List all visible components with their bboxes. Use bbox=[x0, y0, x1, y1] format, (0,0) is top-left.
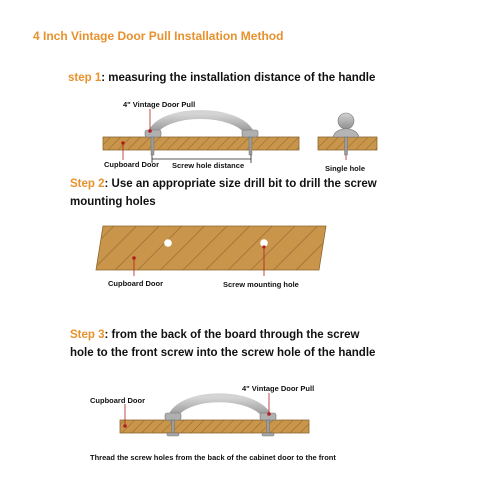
step1-pull-label: 4" Vintage Door Pull bbox=[123, 100, 196, 109]
step3-pull-label: 4" Vintage Door Pull bbox=[242, 384, 315, 393]
single-hole-knob bbox=[333, 113, 359, 160]
step1-number: step 1 bbox=[68, 72, 102, 84]
step2-heading-line2: mounting holes bbox=[70, 196, 156, 208]
step3-board bbox=[120, 420, 309, 433]
step1-distance-label: Screw hole distance bbox=[172, 161, 245, 170]
step3-text-line1: : from the back of the board through the screw bbox=[104, 329, 360, 341]
step1-door-leader bbox=[121, 141, 125, 160]
step2-text-line1: : Use an appropriate size drill bit to drill the screw bbox=[104, 178, 377, 190]
step2-hole-label: Screw mounting hole bbox=[223, 280, 299, 289]
step1-text: : measuring the installation distance of the handle bbox=[101, 72, 376, 84]
page-title: 4 Inch Vintage Door Pull Installation Method bbox=[33, 29, 284, 43]
step3-heading-line2: hole to the front screw into the screw hole of the handle bbox=[70, 347, 376, 359]
step2-board bbox=[96, 226, 326, 270]
step3-caption: Thread the screw holes from the back of the cabinet door to the front bbox=[90, 453, 336, 462]
step1-door-label: Cupboard Door bbox=[104, 160, 159, 169]
step2-number: Step 2 bbox=[70, 178, 105, 190]
single-hole-label: Single hole bbox=[325, 164, 366, 173]
step3-door-label: Cupboard Door bbox=[90, 396, 145, 405]
step1-board bbox=[103, 137, 299, 150]
step3-number: Step 3 bbox=[70, 329, 105, 341]
step2-door-label: Cupboard Door bbox=[108, 279, 163, 288]
